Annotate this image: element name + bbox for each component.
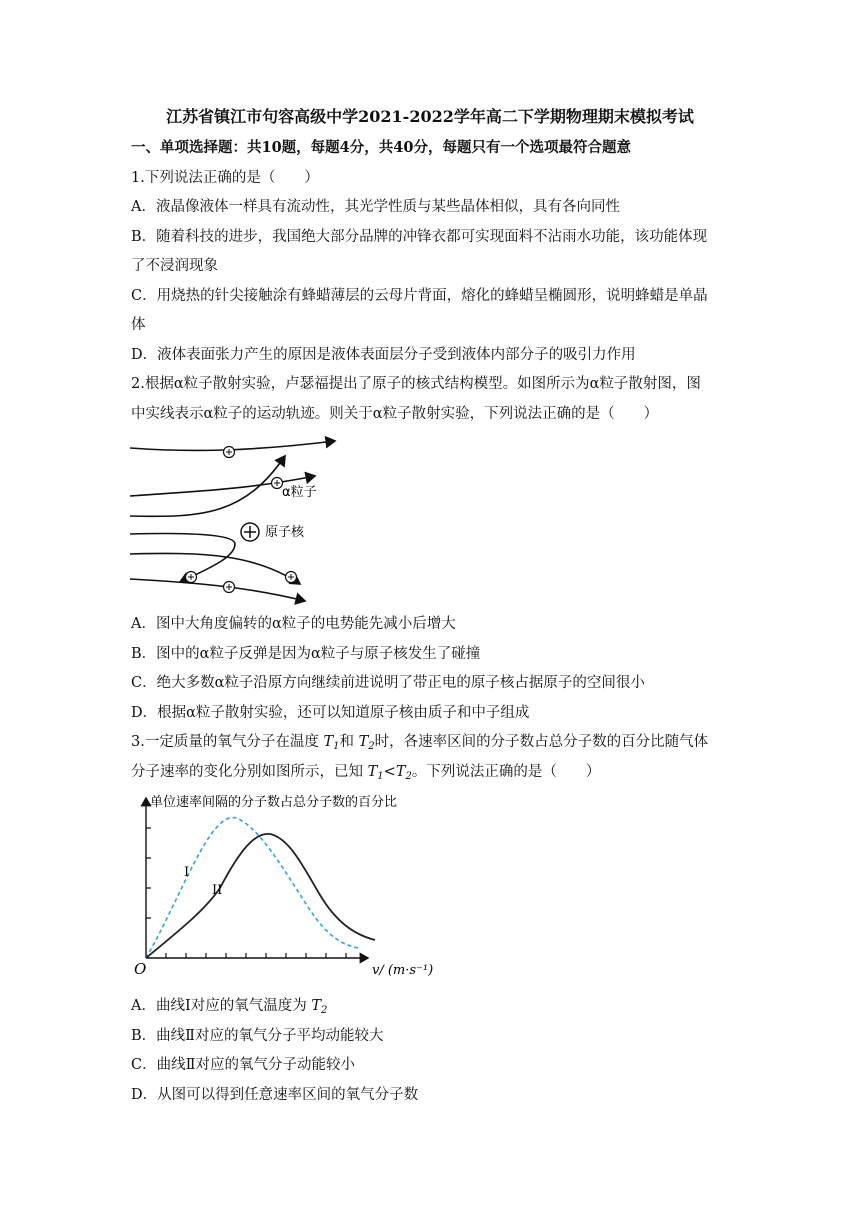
q2-stem-cont: 中实线表示α粒子的运动轨迹。则关于α粒子散射实验，下列说法正确的是（ ） xyxy=(131,406,659,422)
q2-stem: 2.根据α粒子散射实验，卢瑟福提出了原子的核式结构模型。如图所示为α粒子散射图，图 xyxy=(131,376,701,392)
alpha-particle-markers xyxy=(186,447,297,593)
curve-ii xyxy=(146,834,375,958)
q1-option-a: A．液晶像液体一样具有流动性，其光学性质与某些晶体相似，具有各向同性 xyxy=(131,199,620,215)
chart-x-label: v/ (m·s⁻¹) xyxy=(372,963,434,978)
alpha-scattering-figure xyxy=(125,436,345,606)
q1-option-d: D．液体表面张力产生的原因是液体表面层分子受到液体内部分子的吸引力作用 xyxy=(131,347,636,363)
q3-stem: 3.一定质量的氧气分子在温度 $T_1$和 $T_2$时，各速率区间的分子数占总分子数的百分比随气体 xyxy=(131,734,709,752)
q3-option-c: C．曲线Ⅱ对应的氧气分子动能较小 xyxy=(131,1057,355,1073)
q3-option-d: D．从图可以得到任意速率区间的氧气分子数 xyxy=(131,1087,419,1103)
exam-title: 江苏省镇江市句容高级中学2021-2022学年高二下学期物理期末模拟考试 xyxy=(166,107,694,126)
q2-option-b: B．图中的α粒子反弹是因为α粒子与原子核发生了碰撞 xyxy=(131,646,481,662)
q1-option-c-cont: 体 xyxy=(131,317,146,333)
section-heading: 一、单项选择题：共10题，每题4分，共40分，每题只有一个选项最符合题意 xyxy=(131,139,631,156)
q1-option-b: B．随着科技的进步，我国绝大部分品牌的冲锋衣都可实现面料不沾雨水功能，该功能体现 xyxy=(131,229,708,245)
speed-distribution-figure xyxy=(130,790,450,982)
q1-stem: 1.下列说法正确的是（ ） xyxy=(131,170,319,186)
q1-option-c: C．用烧热的针尖接触涂有蜂蜡薄层的云母片背面，熔化的蜂蜡呈椭圆形，说明蜂蜡是单晶 xyxy=(131,288,708,304)
nucleus-label: 原子核 xyxy=(265,525,305,540)
q2-option-d: D．根据α粒子散射实验，还可以知道原子核由质子和中子组成 xyxy=(131,705,530,721)
curve-ii-label: II xyxy=(212,883,223,898)
curve-i xyxy=(146,818,358,958)
q3-option-a: A．曲线Ⅰ对应的氧气温度为 $T_2$ xyxy=(131,998,328,1016)
origin-label: O xyxy=(134,960,147,978)
q1-option-b-cont: 了不浸润现象 xyxy=(131,258,218,274)
chart-y-label: 单位速率间隔的分子数占总分子数的百分比 xyxy=(150,795,398,810)
alpha-particle-label: α粒子 xyxy=(282,485,317,500)
q3-option-b: B．曲线Ⅱ对应的氧气分子平均动能较大 xyxy=(131,1028,384,1044)
q2-option-a: A．图中大角度偏转的α粒子的电势能先减小后增大 xyxy=(131,616,456,632)
q2-option-c: C．绝大多数α粒子沿原方向继续前进说明了带正电的原子核占据原子的空间很小 xyxy=(131,675,645,691)
q3-stem-cont: 分子速率的变化分别如图所示，已知 $T_1<T_2$。下列说法正确的是（ ） xyxy=(131,764,601,782)
curve-i-label: I xyxy=(184,865,190,880)
nucleus-icon xyxy=(241,523,259,541)
